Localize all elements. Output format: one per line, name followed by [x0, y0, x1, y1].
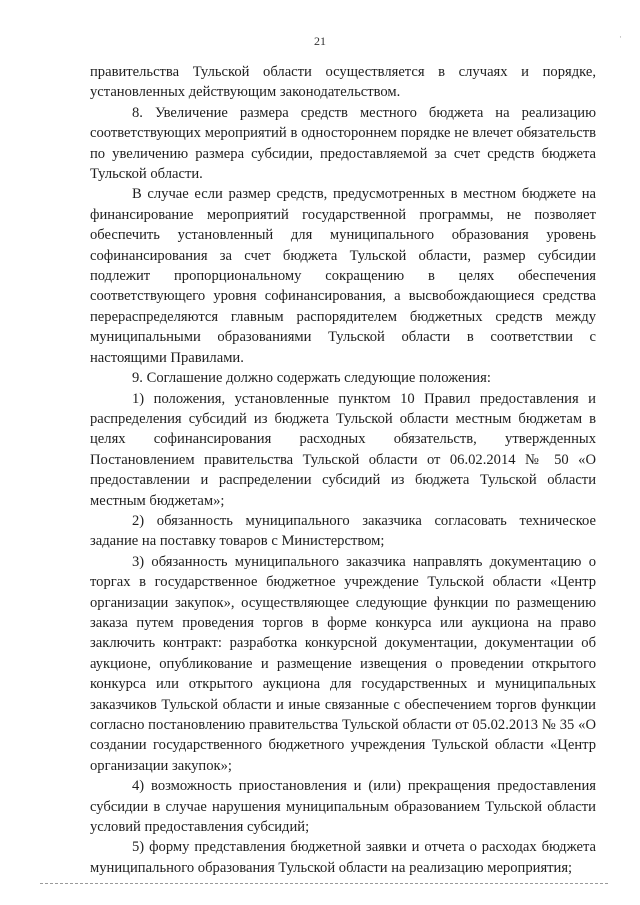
paragraph: 1) положения, установленные пунктом 10 Правил предоставления и распределения субсидий из бюджета Тульской области местным бюджетам в целях софинансирования расходных обязательств, утвержденных Постановлением правительства Тульской области от 06.02.2014 № 50 «О предоставлении и распределении субсидий из бюджета Тульской области местным бюджетам»;	[90, 390, 596, 509]
paragraph: 5) форму представления бюджетной заявки и отчета о расходах бюджета муниципального образования Тульской области на реализацию мероприятия;	[90, 839, 596, 876]
corner-mark: ·	[619, 32, 622, 42]
paragraph: 4) возможность приостановления и (или) прекращения предоставления субсидии в случае нарушения муниципальным образованием Тульской области условий предоставления субсидий;	[90, 778, 596, 836]
paragraph: 2) обязанность муниципального заказчика согласовать техническое задание на поставку товаров с Министерством;	[90, 512, 596, 550]
paragraph: правительства Тульской области осуществляется в случаях и порядке, установленных действующим законодательством.	[90, 64, 596, 101]
paragraph: 3) обязанность муниципального заказчика направлять документацию о торгах в государственное бюджетное учреждение Тульской области «Центр организации закупок», осуществляющее следующие функции по размещению заказа путем проведения торгов в форме конкурса или аукциона на право заключить контракт: разработка конкурсной документации, документации об аукционе, опубликование и размещение извещения о проведении открытого конкурса или открытого аукциона для государственных и муниципальных заказчиков Тульской области и иные связанные с обеспечением торгов функции согласно постановлению правительства Тульской области от 05.02.2013 № 35 «О создании государственного бюджетного учреждения Тульской области «Центр организации закупок»;	[90, 553, 596, 774]
bottom-divider	[40, 883, 608, 884]
page-number: 21	[314, 34, 326, 48]
paragraph: В случае если размер средств, предусмотренных в местном бюджете на финансирование мероприятий государственной программы, не позволяет обеспечить установленный для муниципального образования уровень софинансирования за счет бюджета Тульской области, размер субсидии подлежит пропорциональному сокращению в целях обеспечения соответствующего уровня софинансирования, а высвобождающиеся средства перераспределяются главным распорядителем бюджетных средств между муниципальными образованиями Тульской области в соответствии с настоящими Правилами.	[90, 186, 596, 366]
paragraph: 8. Увеличение размера средств местного бюджета на реализацию соответствующих мероприятий в одностороннем порядке не влечет обязательств по увеличению размера субсидии, предоставляемой за счет средств бюджета Тульской области.	[90, 104, 596, 183]
paragraph: 9. Соглашение должно содержать следующие положения:	[132, 370, 491, 387]
document-body	[90, 62, 596, 878]
